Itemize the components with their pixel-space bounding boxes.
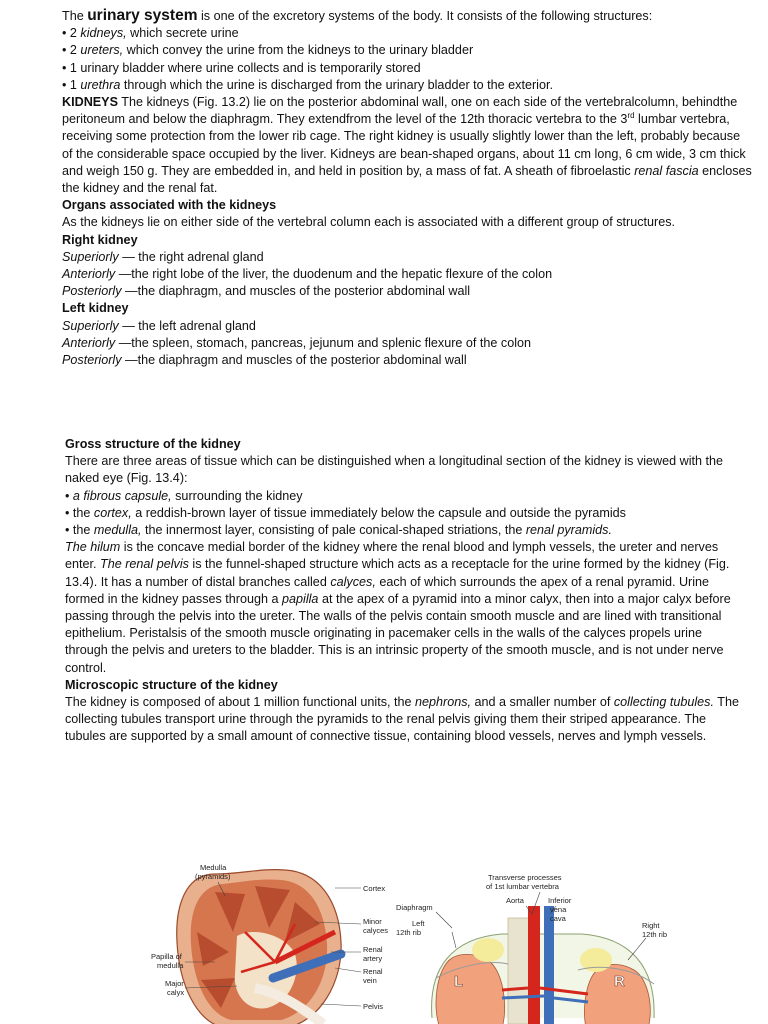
structure-item: • 1 urinary bladder where urine collects and is temporarily stored	[62, 60, 421, 75]
ivc-shape	[544, 906, 554, 1024]
vertebra-shape	[508, 918, 530, 1024]
label-renal-artery-sub: artery	[363, 954, 383, 963]
label-renal-artery: Renal	[363, 945, 383, 954]
label-ivc-sub2: cava	[550, 914, 566, 923]
label-cortex: Cortex	[363, 884, 386, 893]
kidneys-heading: KIDNEYS	[62, 95, 118, 110]
right-kidney-row: Posteriorly —the diaphragm, and muscles of the posterior abdominal wall	[62, 284, 471, 299]
gross-heading: Gross structure of the kidney	[65, 437, 241, 451]
label-transverse: Transverse processes	[488, 873, 562, 882]
right-kidney-heading: Right kidney	[62, 232, 138, 247]
label-L: L	[454, 973, 464, 990]
left-adrenal-shape	[472, 938, 504, 962]
kidney-section-figure	[145, 862, 395, 1024]
gross-text: There are three areas of tissue which can be distinguished when a longitudinal section of the kidney is viewed with the naked eye (Fig. 13.4):	[65, 454, 724, 486]
left-kidney-heading: Left kidney	[62, 301, 129, 316]
label-R: R	[614, 973, 625, 990]
kidney-position-figure	[392, 868, 692, 1024]
gross-bullet: • the medulla, the innermost layer, consisting of pale conical-shaped striations, the renal pyramids.	[65, 523, 612, 538]
hilum-paragraph: The hilum is the concave medial border of the kidney where the renal blood and lymph vessels, the ureter and nerves enter. The renal pelvis is the funnel-shaped structure which acts as a receptacle for the urine formed by the kidney (Fig. 13.4). It has a number of distal branches called calyces, each of which surrounds the apex of a renal pyramid. Urine formed in the kidney passes through a papilla at the apex of a pyramid into a minor calyx, then into a major calyx before passing through the pelvis into the ureter. The walls of the pelvis contain smooth muscle and are lined with transitional epithelium. Peristalsis of the smooth muscle originating in pacemaker cells in the walls of the calyces propels urine through the pelvis and ureters to the bladder. This is an intrinsic property of the smooth muscle, and is not under nerve control.	[65, 540, 731, 675]
label-papilla: Papilla of	[151, 952, 182, 961]
label-ivc-sub1: vena	[550, 905, 567, 914]
structure-item: • 2 ureters, which convey the urine from the kidneys to the urinary bladder	[62, 43, 474, 58]
micro-heading: Microscopic structure of the kidney	[65, 677, 278, 692]
label-minor-sub: calyces	[363, 926, 389, 935]
left-kidney-row: Posteriorly —the diaphragm and muscles of the posterior abdominal wall	[62, 353, 467, 368]
micro-paragraph: The kidney is composed of about 1 million functional units, the nephrons, and a smaller number of collecting tubules. The collecting tubules transport urine through the pyramids to the renal pelvis giving them their striped appearance. The tubules are supported by a small amount of connective tissue, containing blood vessels, nerves and lymph vessels.	[65, 695, 739, 744]
organs-text: As the kidneys lie on either side of the vertebral column each is associated with a different group of structures.	[62, 215, 675, 230]
label-right-rib: Right	[642, 921, 660, 930]
label-renal-vein-sub: vein	[363, 976, 377, 985]
label-major-sub: calyx	[167, 988, 185, 997]
gross-bullet: • a fibrous capsule, surrounding the kidney	[65, 488, 303, 503]
label-papilla-sub: medulla	[157, 961, 184, 970]
right-kidney-row: Superiorly — the right adrenal gland	[62, 249, 264, 264]
organs-heading: Organs associated with the kidneys	[62, 198, 277, 213]
aorta-shape	[528, 906, 540, 1024]
label-pelvis: Pelvis	[363, 1002, 384, 1011]
label-transverse-sub: of 1st lumbar vertebra	[486, 882, 559, 891]
label-left-rib-sub: 12th rib	[396, 928, 422, 937]
label-minor: Minor	[363, 917, 382, 926]
label-ivc: Inferior	[548, 896, 572, 905]
label-right-rib-sub: 12th rib	[642, 930, 668, 939]
urinary-system-section	[62, 7, 752, 369]
gross-bullet: • the cortex, a reddish-brown layer of tissue immediately below the capsule and outside the pyramids	[65, 505, 626, 520]
label-renal-vein: Renal	[363, 967, 383, 976]
label-major: Major	[165, 979, 184, 988]
label-medulla: Medulla	[200, 863, 227, 872]
structure-item: • 2 kidneys, which secrete urine	[62, 26, 239, 41]
right-kidney-row: Anteriorly —the right lobe of the liver, the duodenum and the hepatic flexure of the colon	[62, 267, 553, 282]
urinary-system-term: urinary system	[87, 7, 198, 24]
left-kidney-row: Superiorly — the left adrenal gland	[62, 318, 256, 333]
label-aorta: Aorta	[506, 896, 524, 905]
label-left-rib: Left	[412, 919, 425, 928]
kidneys-paragraph: KIDNEYS The kidneys (Fig. 13.2) lie on the posterior abdominal wall, one on each side of the vertebralcolumn, behindthe peritoneum and below the diaphragm. They extendfrom the level of the 12th thoracic vertebra to the 3rd lumbar vertebra, receiving some protection from the lower rib cage. The right kidney is usually slightly lower than the left, probably because of the considerable space occupied by the liver. Kidneys are bean-shaped organs, about 11 cm long, 6 cm wide, 3 cm thick and weigh 150 g. They are embedded in, and held in position by, a mass of fat. A sheath of fibroelastic renal fascia encloses the kidney and the renal fat.	[62, 95, 752, 196]
left-kidney-row: Anteriorly —the spleen, stomach, pancreas, jejunum and splenic flexure of the colon	[62, 335, 532, 350]
label-medulla-sub: (pyramids)	[195, 872, 231, 881]
intro-paragraph: The urinary system is one of the excretory systems of the body. It consists of the following structures:	[62, 7, 653, 24]
gross-structure-section	[65, 436, 745, 746]
label-diaphragm: Diaphragm	[396, 903, 433, 912]
structure-item: • 1 urethra through which the urine is discharged from the urinary bladder to the exterior.	[62, 77, 553, 92]
